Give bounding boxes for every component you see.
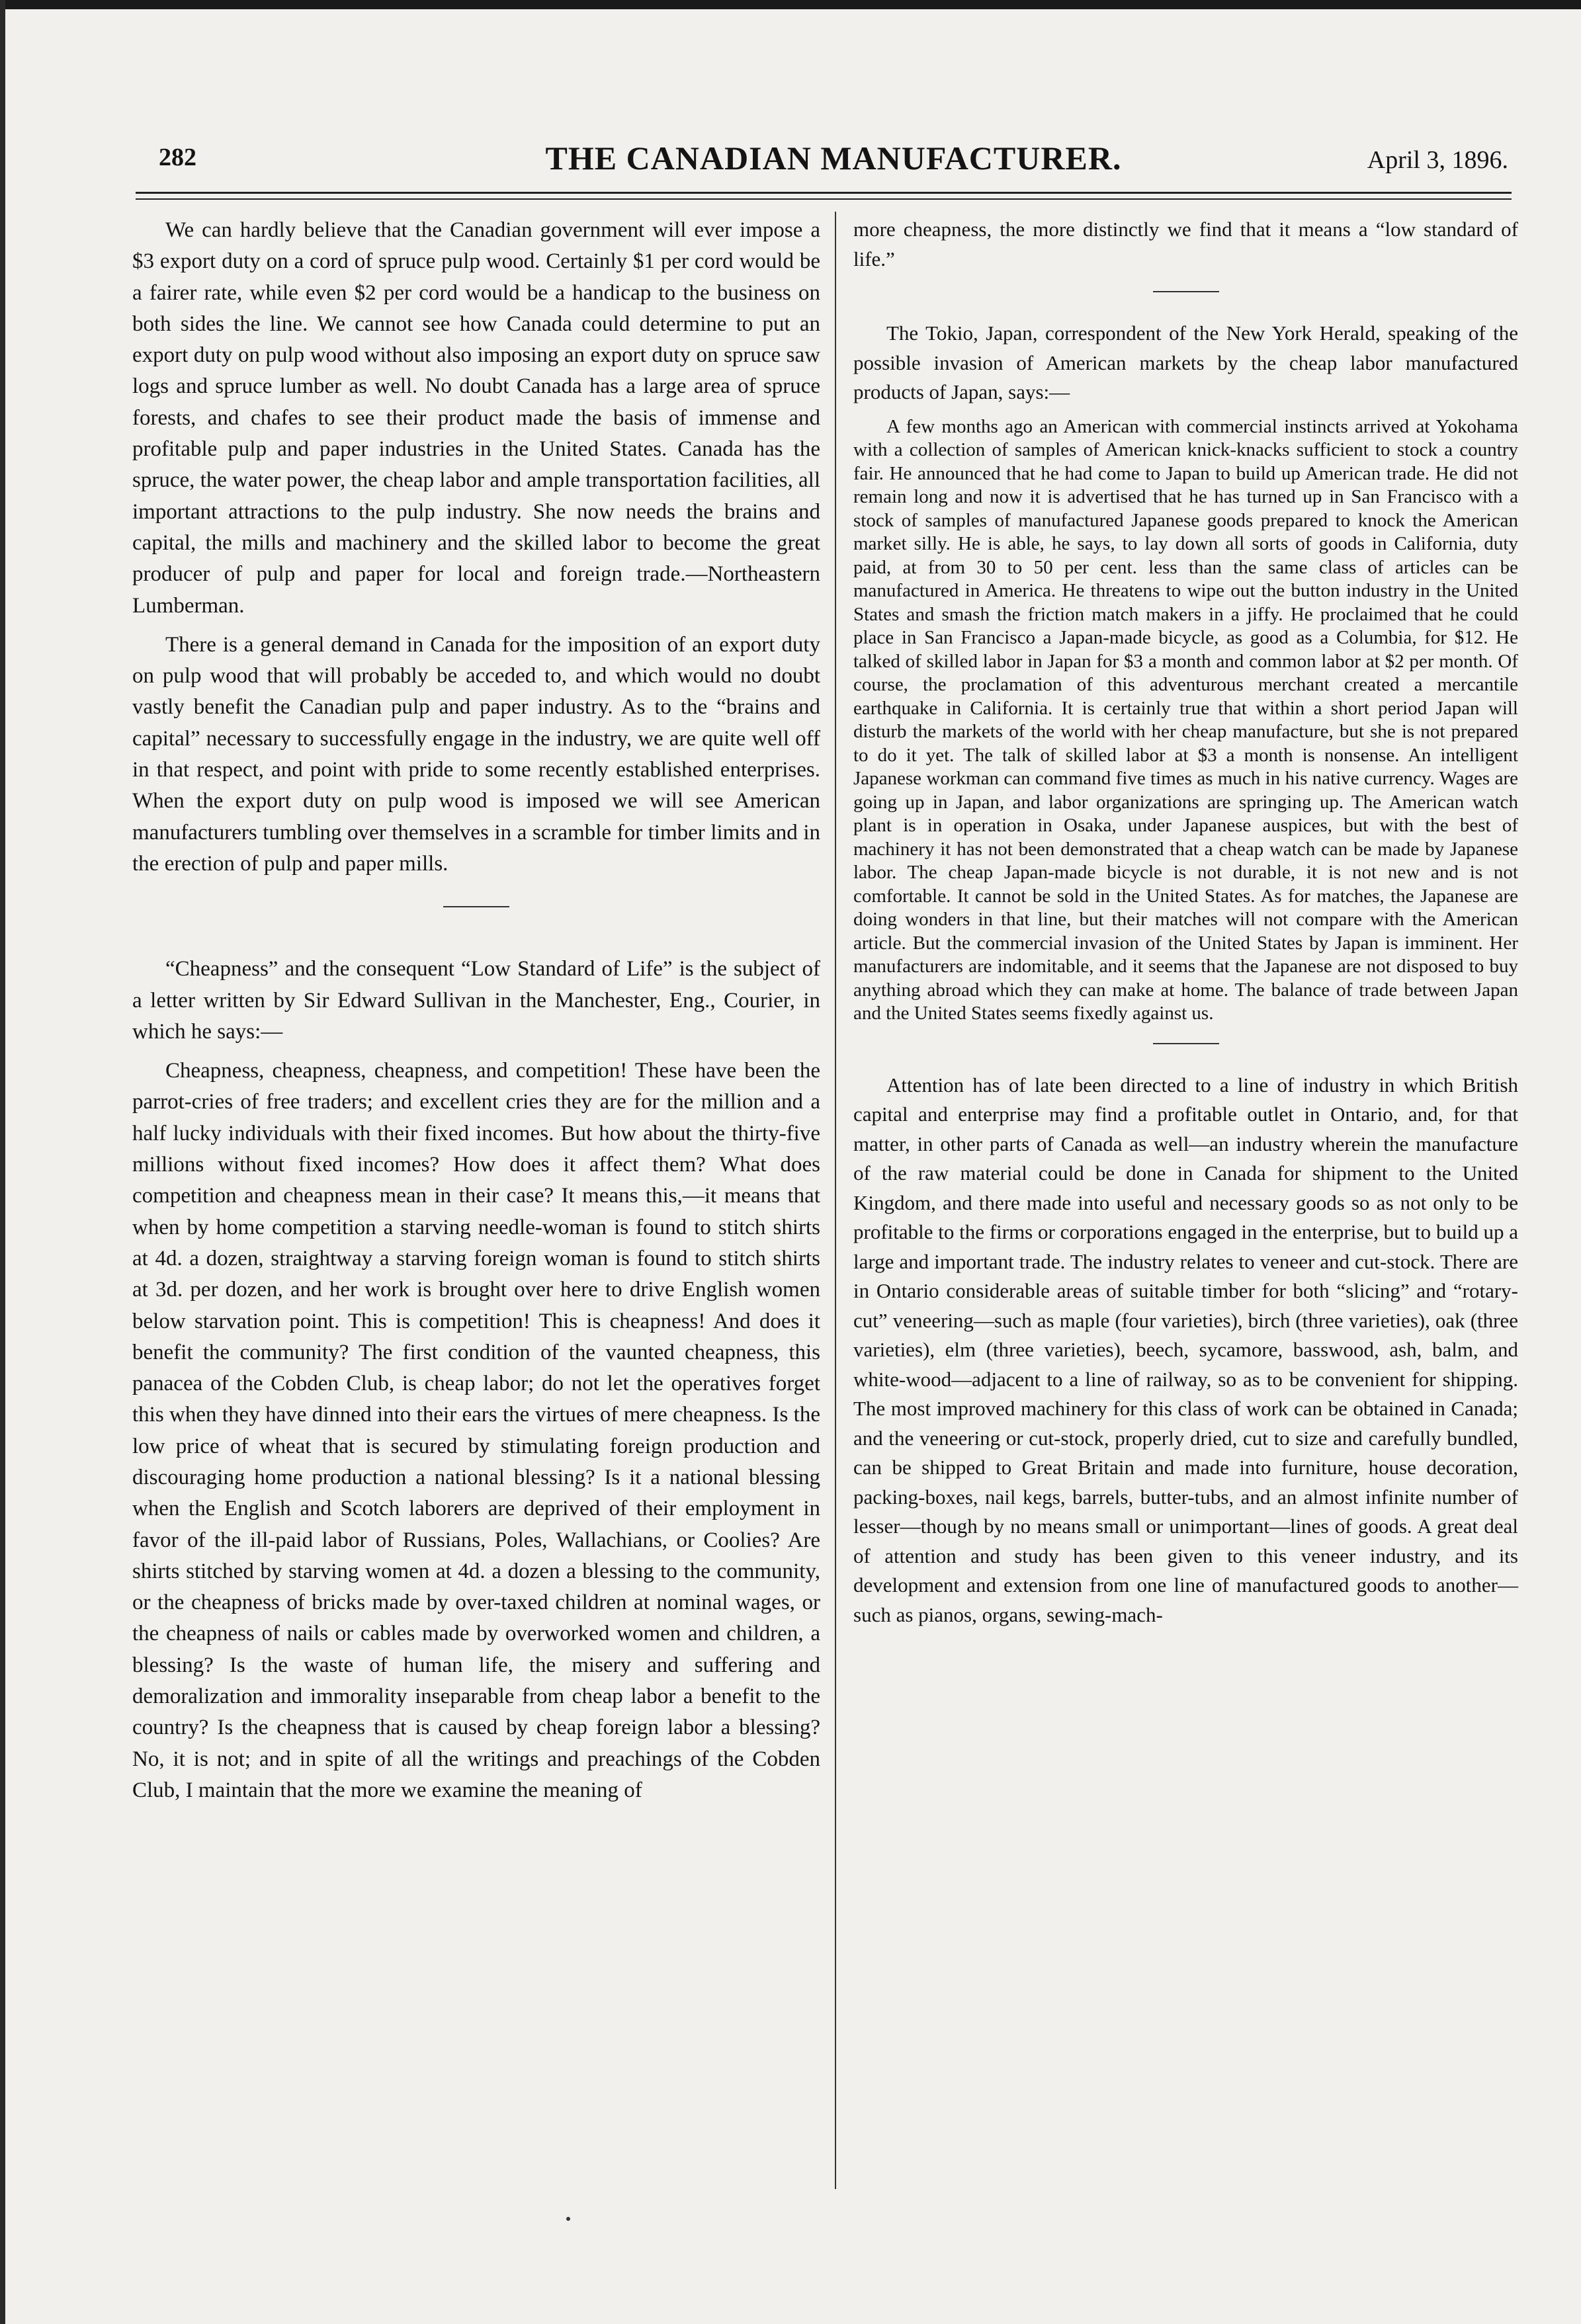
article-cheapness-continued: more cheapness, the more distinctly we find that it means a “low standard of life.” xyxy=(853,218,1518,270)
print-speck xyxy=(566,2217,570,2221)
article-veneer-industry: Attention has of late been directed to a line of industry in which British capital and enterprise may find a profitable outlet in Ontario, and, for that matter, in other parts of Canada as well—an industry wherein the manufacture of the raw material could be done in Canada for shipment to the United Kingdom, and there made into useful and necessary goods so as not only to be profitable to the firms or corporations engaged in the enterprise, but to build up a large and important trade. The industry relates to veneer and cut-stock. There are in Ontario considerable areas of suitable timber for both “slicing” and “rotary-cut” veneering—such as maple (four varieties), birch (three varieties), oak (three varieties), elm (three varieties), beech, sycamore, basswood, ash, balm, and white-wood—adjacent to a line of railway, so as to be convenient for shipping. The most improved machinery for this class of work can be obtained in Canada; and the veneering or cut-stock, properly dried, cut to size and carefully bundled, can be shipped to Great Britain and made into furniture, house decoration, packing-boxes, nail kegs, barrels, butter-tubs, and an almost infinite number of lesser—though by no means small or unimportant—lines of goods. A great deal of attention and study has been given to this veneer industry, and its development and extension from one line of manufactured goods to another—such as pianos, organs, sewing-mach- xyxy=(853,1073,1518,1626)
header-rule-thin xyxy=(136,198,1512,200)
column-divider xyxy=(835,212,836,2189)
section-separator xyxy=(1153,1043,1219,1044)
section-separator xyxy=(1153,291,1219,292)
section-separator xyxy=(443,906,509,907)
left-column xyxy=(132,215,820,1806)
article-pulp-duty-quote: We can hardly believe that the Canadian government will ever impose a $3 export duty on a cord of spruce pulp wood. Certainly $1 per cord would be a fairer rate, while even $2 per cord would be a handicap to the business on both sides the line. We cannot see how Canada could determine to put an export duty on pulp wood without also imposing an export duty on spruce saw logs and spruce lumber as well. No doubt Canada has a large area of spruce forests, and chafes to see their product made the basis of immense and profitable pulp and paper industries in the United States. Canada has the spruce, the water power, the cheap labor and ample transportation facilities, all important attractions to the pulp industry. She now needs the brains and capital, the mills and machinery and the skilled labor to become the great producer of pulp and paper for local and foreign trade.—Northeastern Lumberman. xyxy=(132,218,820,618)
article-pulp-duty-editorial: There is a general demand in Canada for the imposition of an export duty on pulp wood that will probably be acceded to, and which would no doubt vastly benefit the Canadian pulp and paper industry. As to the “brains and capital” necessary to successfully engage in the industry, we are quite well off in that respect, and point with pride to some recently established enterprises. When the export duty on pulp wood is imposed we will see American manufacturers tumbling over themselves in a scramble for timber limits and in the erection of pulp and paper mills. xyxy=(132,632,820,876)
issue-date: April 3, 1896. xyxy=(1367,146,1508,174)
page-header xyxy=(159,139,1508,185)
article-cheapness-intro: “Cheapness” and the consequent “Low Standard of Life” is the subject of a letter written by Sir Edward Sullivan in the Manchester, Eng., Courier, in which he says:— xyxy=(132,957,820,1044)
article-japan-intro: The Tokio, Japan, correspondent of the New York Herald, speaking of the possible invasion of American markets by the cheap labor manufactured products of Japan, says:— xyxy=(853,321,1518,403)
right-column xyxy=(853,215,1518,1630)
scan-left-edge xyxy=(0,0,5,2324)
page-number: 282 xyxy=(159,144,196,171)
article-japan-quote: A few months ago an American with commercial instincts arrived at Yokohama with a collection of samples of American knick-knacks sufficient to stock a country fair. He announced that he had come to Japan to build up American trade. He did not remain long and now it is advertised that he has turned up in San Francisco with a stock of samples of manufactured Japanese goods prepared to knock the American market silly. He is able, he says, to lay down all sorts of goods in California, duty paid, at from 30 to 50 per cent. less than the same class of articles can be manufactured in America. He threatens to wipe out the button industry in the United States and smash the friction match makers in a jiffy. He proclaimed that he could place in San Francisco a Japan-made bicycle, as good as a Columbia, for $12. He talked of skilled labor in Japan for $3 a month and common labor at $2 per month. Of course, the proclamation of this adventurous merchant created a mercantile earthquake in California. It is certainly true that within a short period Japan will disturb the markets of the world with her cheap manufacture, but she is not prepared to do it yet. The talk of skilled labor at $3 a month is nonsense. An intelligent Japanese workman can command five times as much in his native currency. Wages are going up in Japan, and labor organizations are springing up. The American watch plant is in operation in Osaka, under Japanese auspices, but with the best of machinery it has not been demonstrated that a cheap watch can be made by Japanese labor. The cheap Japan-made bicycle is not durable, it is not new and is not comfortable. It cannot be sold in the United States. As for matches, the Japanese are doing wonders in that line, but their matches will not compare with the American article. But the commercial invasion of the United States by Japan is imminent. Her manufacturers are indomitable, and it seems that the Japanese are not disposed to buy anything abroad which they can make at home. The balance of trade between Japan and the United States seems fixedly against us. xyxy=(853,415,1518,1024)
scan-top-edge xyxy=(0,0,1581,9)
article-cheapness-letter: Cheapness, cheapness, cheapness, and competition! These have been the parrot-cries of free traders; and excellent cries they are for the million and a half lucky individuals with their fixed incomes. But how about the thirty-five millions without fixed incomes? How does it affect them? What does competition and cheapness mean in their case? It means this,—it means that when by home competition a starving needle-woman is found to stitch shirts at 4d. a dozen, straightway a starving foreign woman is found to stitch shirts at 3d. per dozen, and her work is brought over here to drive English women below starvation point. This is competition! This is cheapness! And does it benefit the community? The first condition of the vaunted cheapness, this panacea of the Cobden Club, is cheap labor; do not let the operatives forget this when they have dinned into their ears the virtues of mere cheapness. Is the low price of wheat that is secured by stimulating foreign production and discouraging home production a national blessing? Is it a national blessing when the English and Scotch laborers are deprived of their employment in favor of the ill-paid labor of Russians, Poles, Wallachians, or Coolies? Are shirts stitched by starving women at 4d. a dozen a blessing to the community, or the cheapness of bricks made by over-taxed children at nominal wages, or the cheapness of nails or cables made by overworked women and children, a blessing? Is the waste of human life, the misery and suffering and demoralization and immorality inseparable from cheap labor a benefit to the country? Is the cheapness that is caused by cheap foreign labor a blessing? No, it is not; and in spite of all the writings and preachings of the Cobden Club, I maintain that the more we examine the meaning of xyxy=(132,1059,820,1802)
publication-title: THE CANADIAN MANUFACTURER. xyxy=(545,140,1122,177)
header-rule-thick xyxy=(136,192,1512,194)
